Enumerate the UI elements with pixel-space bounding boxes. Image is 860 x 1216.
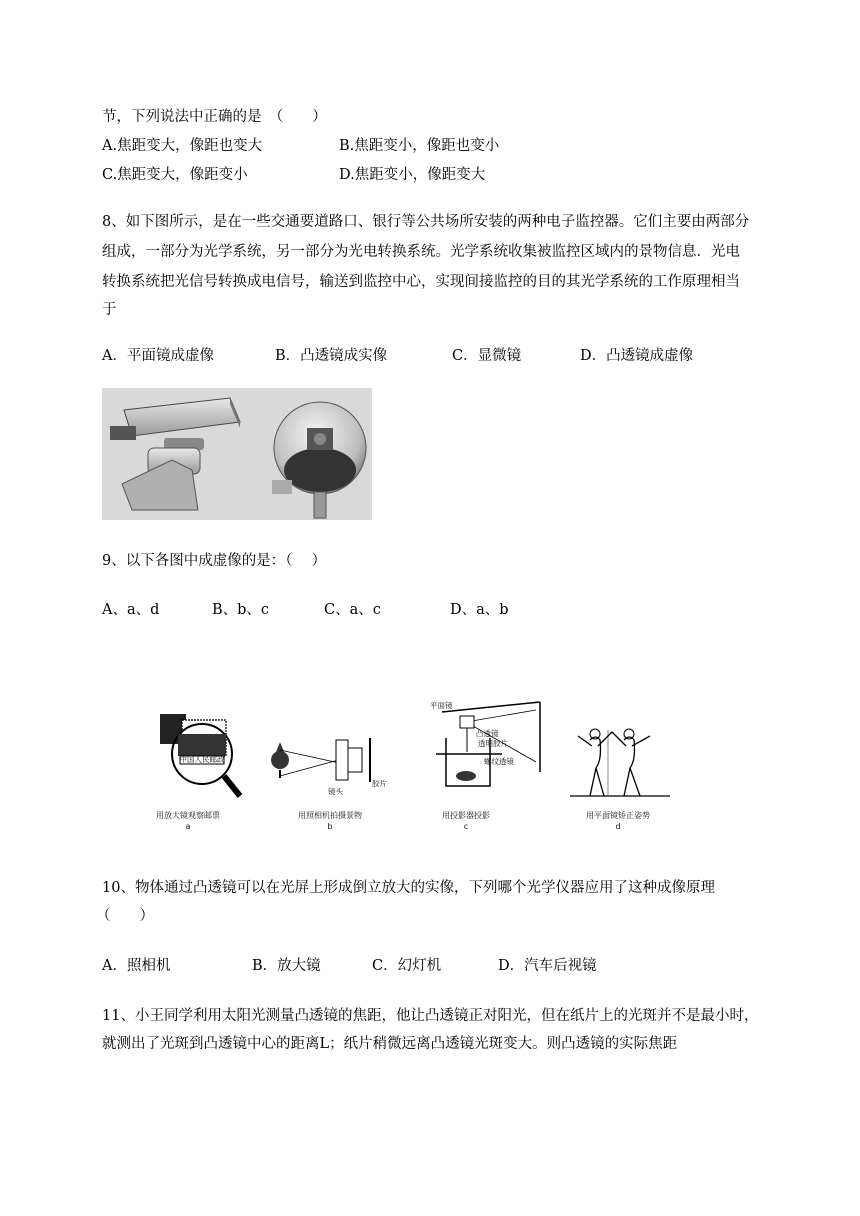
q9-stem: 9、以下各图中成虚像的是：（ ） xyxy=(102,553,327,569)
slide-label: 透明胶片 xyxy=(478,739,508,748)
q9-option-a: A、a、d xyxy=(102,602,160,618)
q7-option-d: D.焦距变小，像距变大 xyxy=(339,167,486,183)
q10-option-c: C．幻灯机 xyxy=(372,958,442,974)
lens-label: 镜头 xyxy=(328,787,343,796)
q7-stem-tail: 节，下列说法中正确的是 （ ） xyxy=(102,109,327,125)
q8-option-b: B．凸透镜成实像 xyxy=(275,348,388,364)
surveillance-cameras-photo xyxy=(102,388,372,520)
q7-option-c: C.焦距变大，像距变小 xyxy=(102,167,248,183)
figure-d-letter: d xyxy=(615,822,621,831)
figure-b-camera xyxy=(271,738,387,831)
fresnel-label: 螺纹透镜 xyxy=(484,757,514,766)
q8-line-1: 8、如下图所示，是在一些交通要道路口、银行等公共场所安装的两种电子监控器。它们主要由两部分 xyxy=(102,214,750,230)
convex-lens-label: 凸透镜 xyxy=(476,729,499,738)
q10-line-1: 10、物体通过凸透镜可以在光屏上形成倒立放大的实像，下列哪个光学仪器应用了这种成像原理 xyxy=(102,880,715,896)
q8-line-4: 于 xyxy=(102,302,117,318)
stamp-text: 中国人民邮政 xyxy=(179,755,225,764)
figure-d-mirror-posture xyxy=(570,729,670,831)
q9-option-d: D、a、b xyxy=(450,602,509,618)
figure-a-caption: 用放大镜观察邮票 xyxy=(156,811,220,820)
q10-line-2: （ ） xyxy=(96,908,154,924)
figure-b-caption: 用照相机拍摄景物 xyxy=(298,811,362,820)
q10-option-b: B．放大镜 xyxy=(252,958,321,974)
figure-a-magnifier xyxy=(156,714,240,831)
figure-c-caption: 用投影器投影 xyxy=(442,811,490,820)
q7-option-b: B.焦距变小，像距也变小 xyxy=(339,138,500,154)
q9-option-b: B、b、c xyxy=(212,602,270,618)
film-label: 胶片 xyxy=(372,779,387,788)
q8-option-a: A．平面镜成虚像 xyxy=(102,348,214,364)
q11-line-2: 就测出了光斑到凸透镜中心的距离L；纸片稍微远离凸透镜光斑变大。则凸透镜的实际焦距 xyxy=(102,1036,678,1052)
figure-a-letter: a xyxy=(185,822,191,831)
q11-line-1: 11、小王同学利用太阳光测量凸透镜的焦距，他让凸透镜正对阳光，但在纸片上的光斑并不是最小时， xyxy=(102,1008,759,1024)
q10-option-a: A．照相机 xyxy=(102,958,171,974)
q8-option-d: D．凸透镜成虚像 xyxy=(580,348,694,364)
q9-option-c: C、a、c xyxy=(324,602,381,618)
figure-d-caption: 用平面镜矫正姿势 xyxy=(586,811,650,820)
q8-line-2: 组成，一部分为光学系统，另一部分为光电转换系统。光学系统收集被监控区域内的景物信息．光电 xyxy=(102,244,740,260)
mirror-label: 平面镜 xyxy=(430,701,453,710)
figure-b-letter: b xyxy=(327,822,333,831)
q8-option-c: C．显微镜 xyxy=(452,348,522,364)
figure-c-projector xyxy=(430,700,540,831)
q9-figures xyxy=(140,700,680,835)
figure-c-letter: c xyxy=(463,822,469,831)
q7-option-a: A.焦距变大，像距也变大 xyxy=(102,138,263,154)
q10-option-d: D．汽车后视镜 xyxy=(498,958,597,974)
q8-line-3: 转换系统把光信号转换成电信号，输送到监控中心，实现间接监控的目的其光学系统的工作原理相当 xyxy=(102,274,740,290)
